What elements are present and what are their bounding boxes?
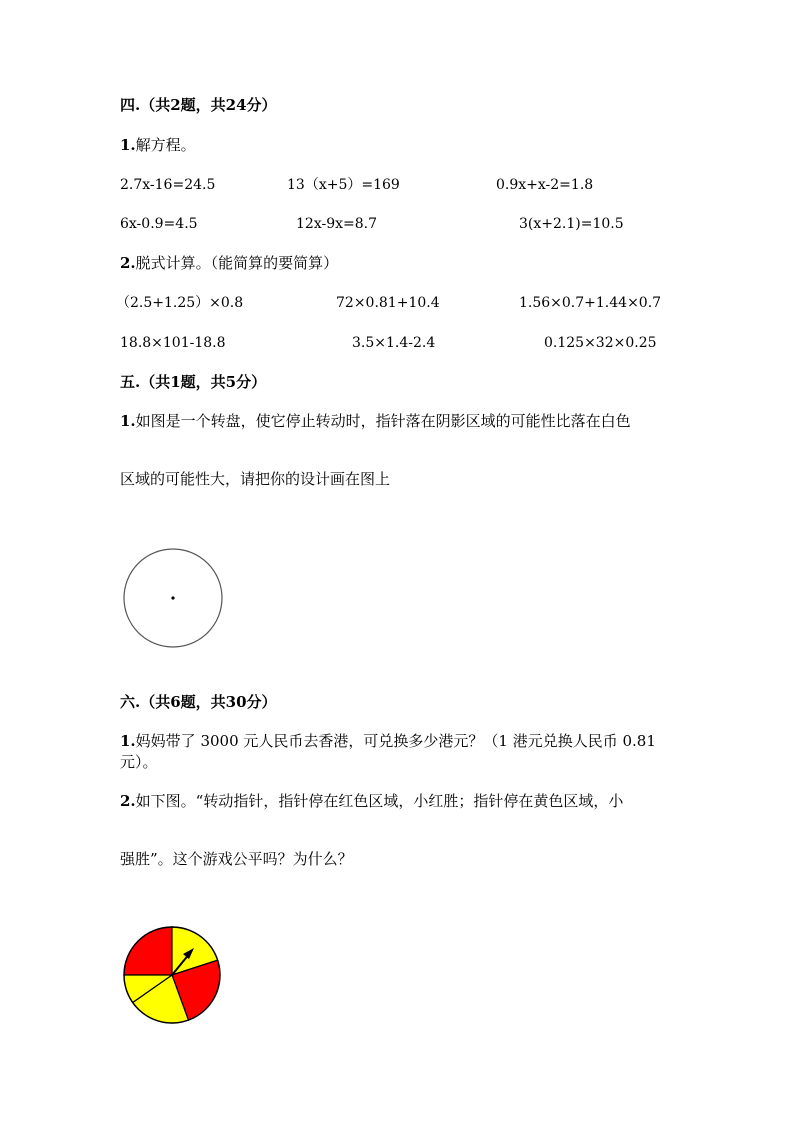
section6-q1-line2: 元）。 bbox=[120, 753, 158, 771]
section6-heading: 六.（共6题，共30分） bbox=[120, 693, 277, 711]
section6-q2-line2: 强胜”。这个游戏公平吗？为什么？ bbox=[120, 850, 353, 868]
spinner-center-dot bbox=[171, 596, 174, 599]
section5-q1-line1 bbox=[120, 414, 631, 429]
section6-q1-line1 bbox=[120, 734, 656, 749]
section4-heading: 四.（共2题，共24分） bbox=[120, 96, 277, 114]
section4-q1 bbox=[120, 138, 196, 153]
section6-q2-line1 bbox=[120, 794, 623, 809]
q2-text: 脱式计算。（能简算的要简算） bbox=[135, 254, 339, 272]
s6-q2-number: 2. bbox=[120, 792, 136, 810]
calc-4: 18.8×101-18.8 bbox=[120, 335, 226, 351]
s6-q2-text-1: 如下图。“转动指针，指针停在红色区域，小红胜；指针停在黄色区域，小 bbox=[135, 792, 624, 810]
section5-q1-line2: 区域的可能性大，请把你的设计画在图上 bbox=[120, 470, 391, 488]
equation-3: 0.9x+x-2=1.8 bbox=[496, 177, 594, 193]
equation-4: 6x-0.9=4.5 bbox=[120, 216, 198, 232]
calc-3: 1.56×0.7+1.44×0.7 bbox=[519, 295, 662, 311]
colored-spinner-wheel bbox=[120, 923, 224, 1027]
q1-text: 解方程。 bbox=[135, 136, 196, 154]
s6-q1-number: 1. bbox=[120, 732, 136, 750]
equation-1: 2.7x-16=24.5 bbox=[120, 177, 216, 193]
calc-6: 0.125×32×0.25 bbox=[544, 335, 657, 351]
equation-2: 13（x+5）=169 bbox=[287, 177, 400, 193]
calc-2: 72×0.81+10.4 bbox=[336, 295, 440, 311]
s5-q1-number: 1. bbox=[120, 412, 136, 430]
s5-q1-text-1: 如图是一个转盘，使它停止转动时，指针落在阴影区域的可能性比落在白色 bbox=[135, 412, 631, 430]
equation-6: 3(x+2.1)=10.5 bbox=[519, 216, 624, 232]
equation-5: 12x-9x=8.7 bbox=[296, 216, 377, 232]
section5-heading: 五.（共1题，共5分） bbox=[120, 373, 267, 391]
q2-number: 2. bbox=[120, 254, 136, 272]
blank-spinner-circle[interactable] bbox=[120, 545, 226, 651]
section4-q2 bbox=[120, 256, 338, 271]
calc-1: （2.5+1.25）×0.8 bbox=[116, 295, 244, 311]
s6-q1-text-1: 妈妈带了 3000 元人民币去香港，可兑换多少港元？（1 港元兑换人民币 0.81 bbox=[135, 732, 656, 750]
calc-5: 3.5×1.4-2.4 bbox=[352, 335, 436, 351]
q1-number: 1. bbox=[120, 136, 136, 154]
